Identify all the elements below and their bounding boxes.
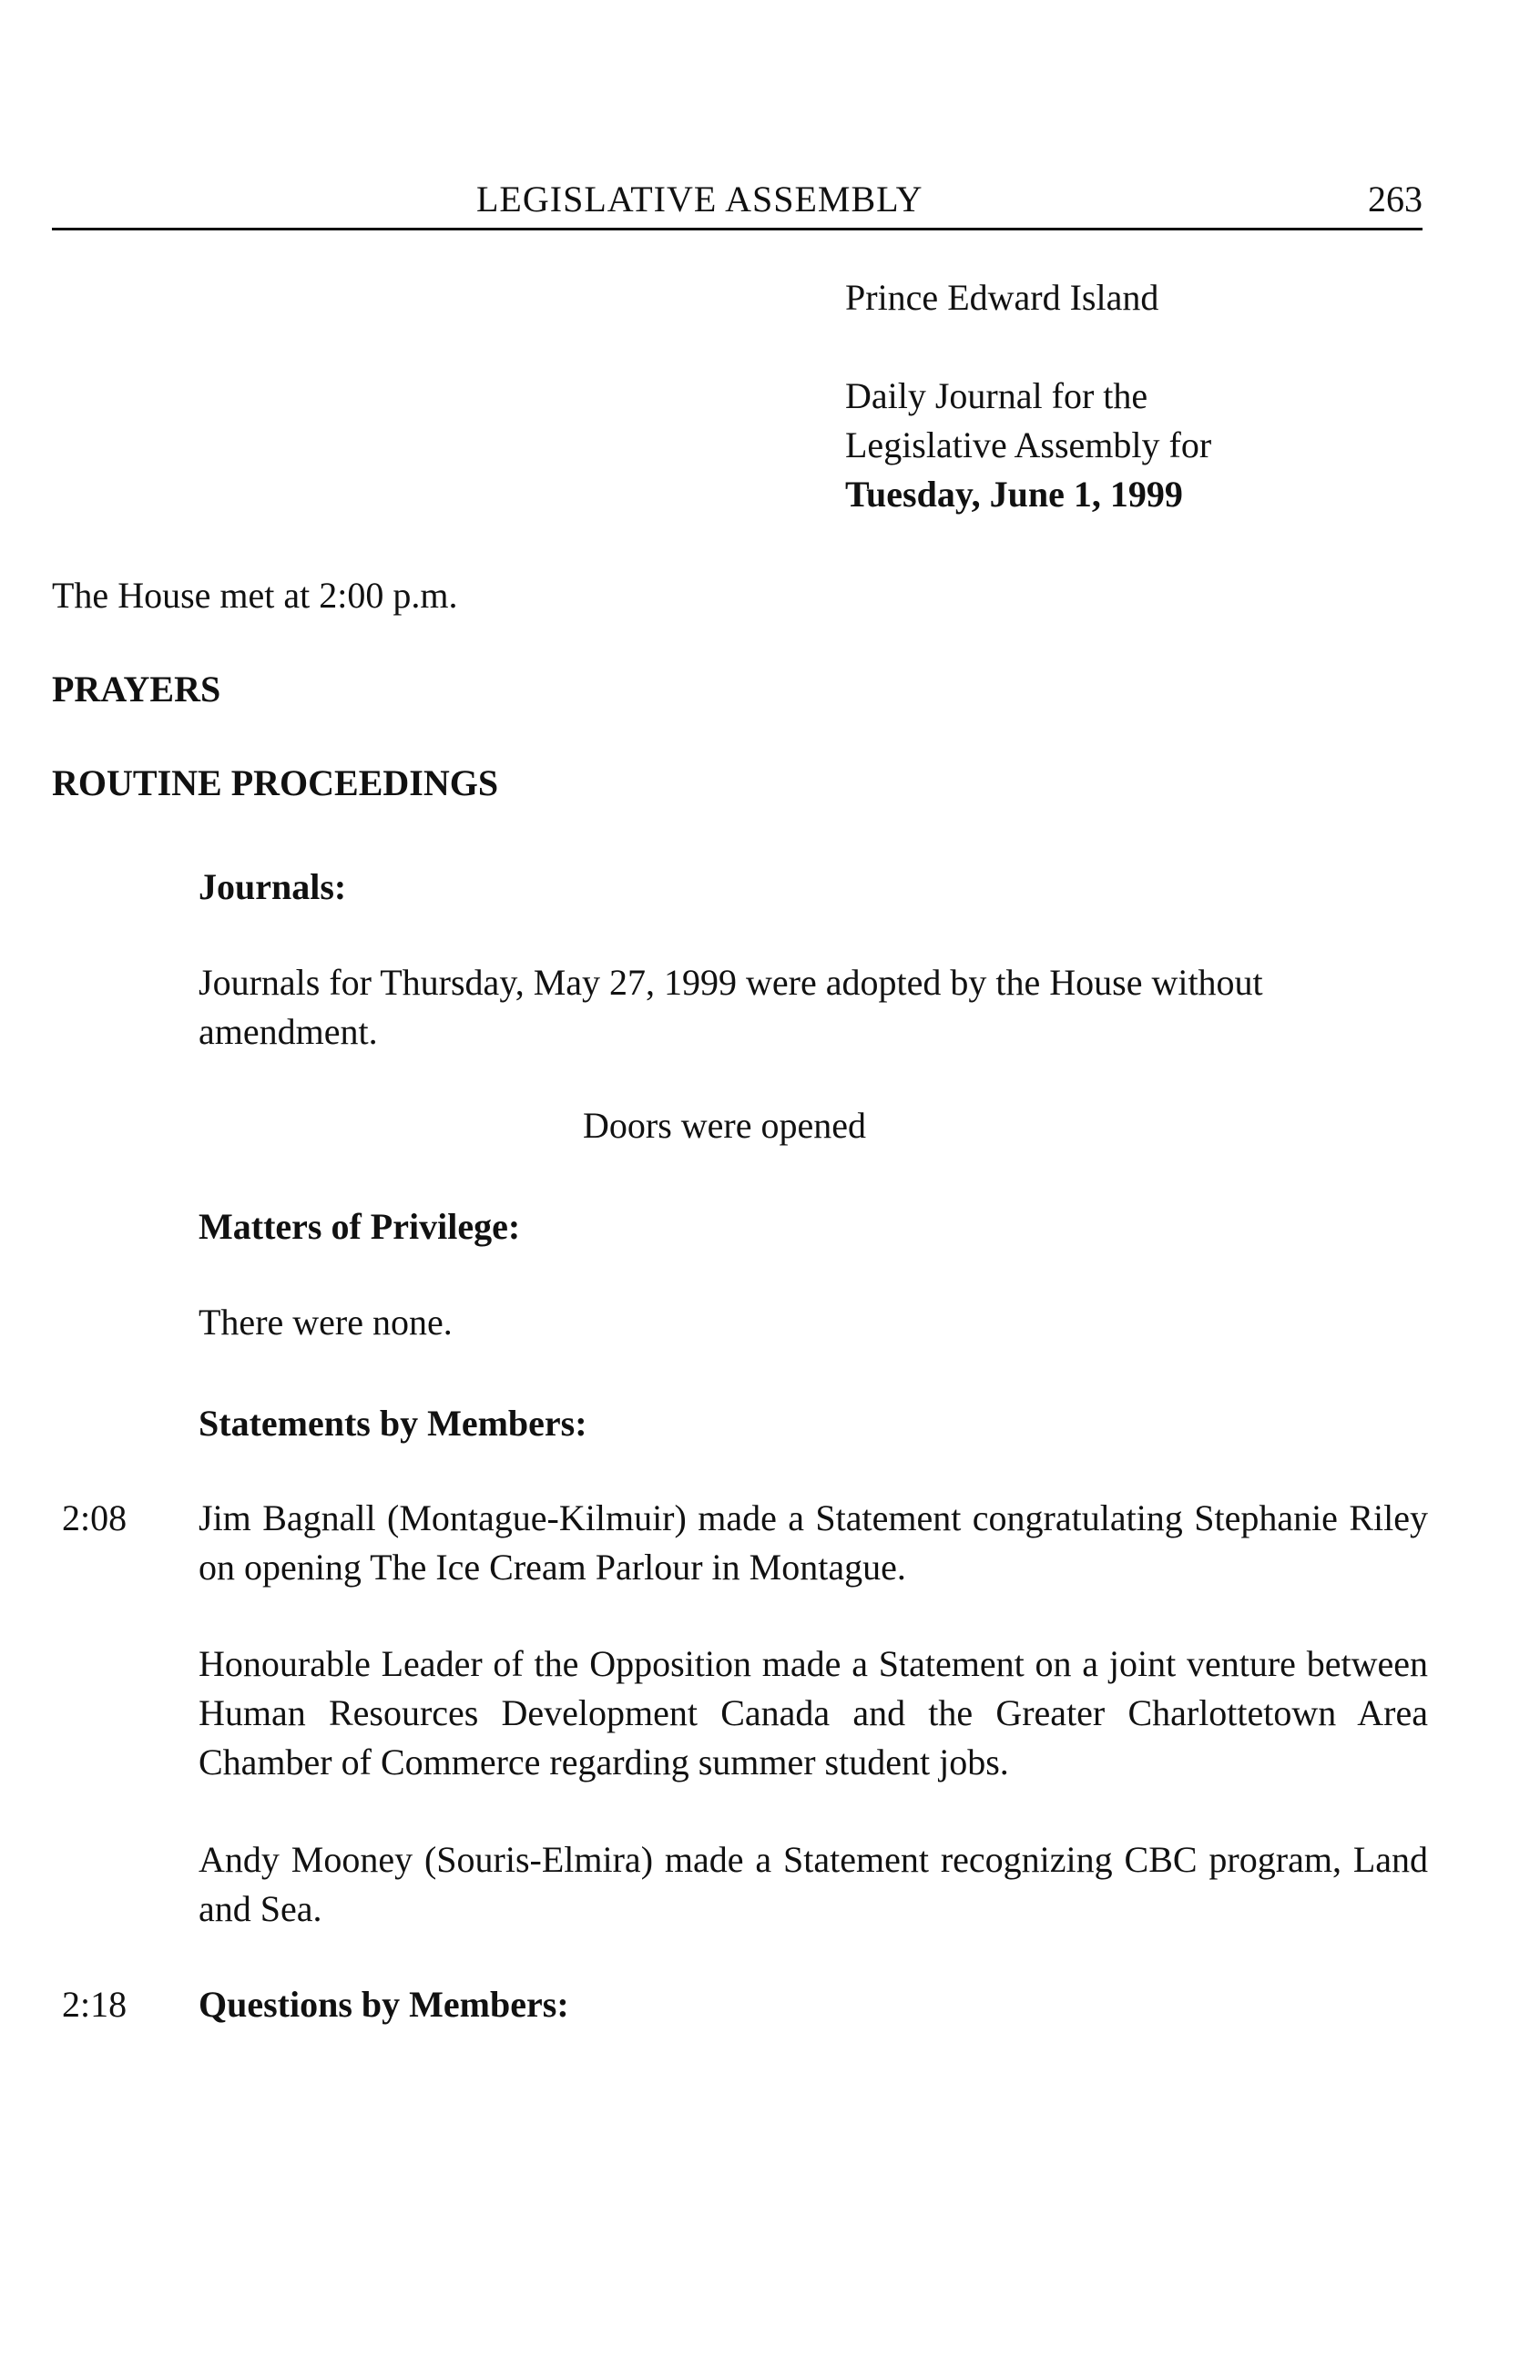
journal-title-line-1: Daily Journal for the xyxy=(845,375,1148,416)
page-number: 263 xyxy=(1368,179,1423,220)
routine-proceedings-heading: ROUTINE PROCEEDINGS xyxy=(52,762,499,803)
prayers-heading: PRAYERS xyxy=(52,669,221,710)
meeting-time: The House met at 2:00 p.m. xyxy=(52,575,458,616)
journals-heading: Journals: xyxy=(199,866,347,907)
page-header xyxy=(52,173,1423,230)
statement-item: Andy Mooney (Souris-Elmira) made a Statement recognizing CBC program, Land and Sea. xyxy=(199,1839,1428,1929)
journal-date: Tuesday, June 1, 1999 xyxy=(845,474,1183,515)
header-title: LEGISLATIVE ASSEMBLY xyxy=(476,179,923,220)
statements-heading: Statements by Members: xyxy=(199,1403,587,1444)
statement-item: Honourable Leader of the Opposition made a Statement on a joint venture between Human Resources Development Canada and the Greater Charlottetown Area Chamber of Commerce regarding summer student jobs. xyxy=(199,1643,1428,1782)
province-name: Prince Edward Island xyxy=(845,277,1159,318)
statements-time: 2:08 xyxy=(62,1497,127,1538)
privilege-heading: Matters of Privilege: xyxy=(199,1206,521,1247)
questions-time: 2:18 xyxy=(62,1984,127,2025)
journals-text: Journals for Thursday, May 27, 1999 were adopted by the House without amendment. xyxy=(199,962,1263,1052)
questions-heading: Questions by Members: xyxy=(199,1984,569,2025)
journal-title-line-2: Legislative Assembly for xyxy=(845,424,1212,465)
statement-item: Jim Bagnall (Montague-Kilmuir) made a Statement congratulating Stephanie Riley on opening The Ice Cream Parlour in Montague. xyxy=(199,1497,1428,1588)
privilege-text: There were none. xyxy=(199,1302,453,1343)
doors-note: Doors were opened xyxy=(583,1105,866,1146)
